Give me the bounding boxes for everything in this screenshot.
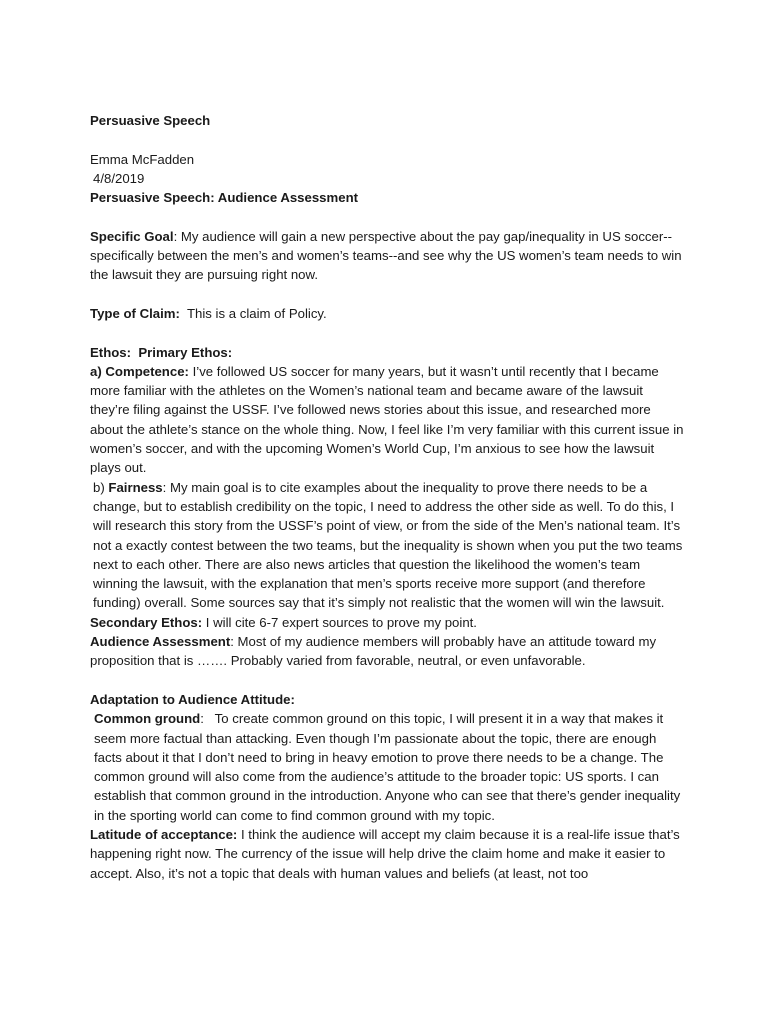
spacer (90, 323, 686, 342)
audience-assessment-paragraph (90, 632, 686, 671)
common-ground-paragraph (90, 709, 686, 825)
secondary-ethos-text: I will cite 6-7 expert sources to prove my point. (202, 614, 477, 630)
document-date: 4/8/2019 (93, 170, 145, 186)
competence-paragraph (90, 362, 686, 478)
spacer (90, 671, 686, 690)
document-page (90, 111, 686, 883)
specific-goal-label: Specific Goal (90, 228, 174, 244)
audience-assessment-text: : Most of my audience members will probably have an attitude toward my proposition that is ……. Probably varied from favorable, neutral, or even unfavorable. (90, 634, 657, 669)
adaptation-heading: Adaptation to Audience Attitude: (90, 691, 295, 707)
spacer (90, 285, 686, 304)
type-of-claim-label: Type of Claim: (90, 305, 180, 321)
document-subtitle: Persuasive Speech: Audience Assessment (90, 190, 359, 206)
fairness-prefix: b) (93, 479, 109, 495)
latitude-text: I think the audience will accept my claim because it is a real-life issue that’s happening right now. The currency of the issue will help drive the claim home and make it easier to accept. Also, it’s not a topic that deals with human values and beliefs (at least, not too (90, 826, 680, 881)
document-title: Persuasive Speech (90, 113, 211, 128)
type-of-claim-paragraph (90, 304, 686, 323)
author-name: Emma McFadden (90, 151, 195, 167)
specific-goal-paragraph (90, 227, 686, 285)
ethos-heading: Ethos: Primary Ethos: (90, 344, 233, 360)
fairness-text: : My main goal is to cite examples about the inequality to prove there needs to be a change, but to establish credibility on the topic, I need to address the other side as well. To do this, I will research this story from the USSF’s point of view, or from the side of the Men’s national team. It’s not a exactly contest between the two teams, but the inequality is shown when you put the two teams next to each other. There are also news articles that question the likelihood the women’s team winning the lawsuit, with the explanation that men’s sports receive more support (and therefore funding) overall. Some sources say that it’s simply not realistic that the women will win the lawsuit. (93, 479, 683, 611)
competence-label: a) Competence: (90, 363, 189, 379)
latitude-paragraph (90, 825, 686, 883)
specific-goal-text: : My audience will gain a new perspective about the pay gap/inequality in US soccer--specifically between the men’s and women’s teams--and see why the US women’s team needs to win the lawsuit they are pursuing right now. (90, 228, 682, 283)
fairness-label: Fairness (108, 479, 163, 495)
fairness-paragraph (90, 478, 686, 613)
spacer (90, 207, 686, 226)
common-ground-text: : To create common ground on this topic, I will present it in a way that makes it seem more factual than attacking. Even though I’m passionate about the topic, there are enough facts about it that I don’t need to bring in heavy emotion to prove there needs to be a change. The common ground will also come from the audience’s attitude to the broader topic: US sports. I can establish that common ground in the introduction. Anyone who can see that there’s gender inequality in the sporting world can come to find common ground with my topic. (94, 711, 684, 823)
spacer (90, 130, 686, 149)
audience-assessment-label: Audience Assessment (90, 634, 231, 650)
latitude-label: Latitude of acceptance: (90, 826, 238, 842)
secondary-ethos-label: Secondary Ethos: (90, 614, 203, 630)
secondary-ethos-paragraph (90, 613, 686, 632)
competence-text: I’ve followed US soccer for many years, but it wasn’t until recently that I became more familiar with the athletes on the Women’s national team and became aware of the lawsuit they’re filing against the USSF. I’ve followed news stories about this issue, and researched more about the athlete’s stance on the whole thing. Now, I feel like I’m very familiar with this current issue in women’s soccer, and with the upcoming Women’s World Cup, I’m anxious to see how the lawsuit plays out. (90, 363, 684, 476)
type-of-claim-text: This is a claim of Policy. (179, 305, 327, 321)
common-ground-label: Common ground (94, 711, 201, 727)
